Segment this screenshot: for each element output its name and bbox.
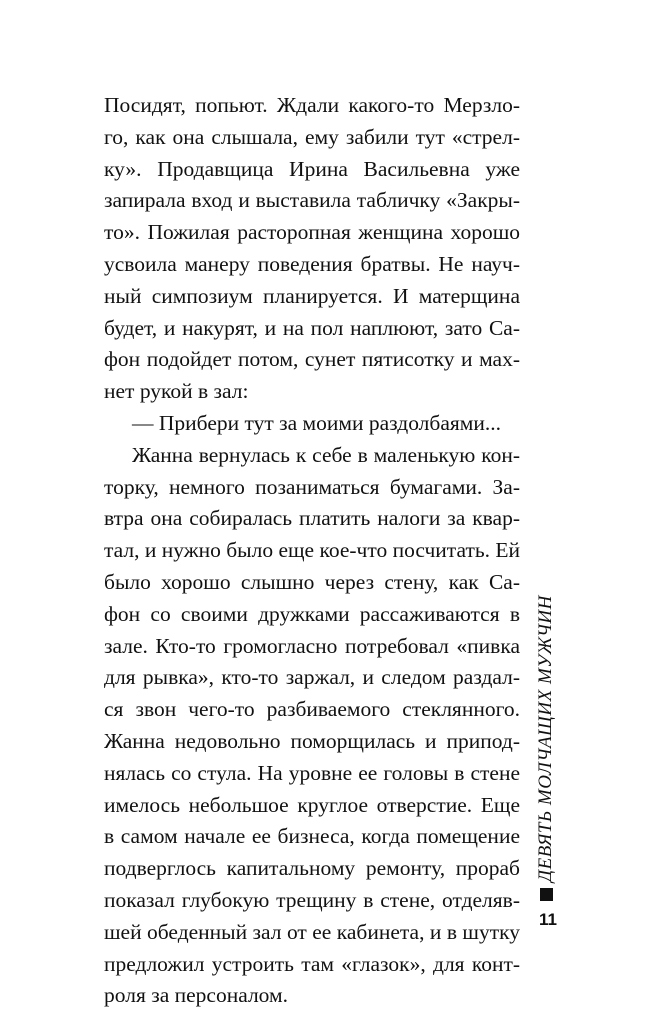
text-line: фон подойдет потом, сунет пятисотку и мах- (104, 347, 520, 372)
text-line: в самом начале ее бизнеса, когда помещение (104, 824, 520, 849)
text-line: втра она собиралась платить налоги за квар- (104, 506, 520, 531)
text-line: торку, немного позаниматься бумагами. За- (104, 474, 520, 499)
text-line: предложил устроить там «глазок», для конт- (104, 951, 520, 976)
text-line: го, как она слышала, ему забили тут «стрел- (104, 124, 520, 149)
text-line: показал глубокую трещину в стене, отделяв- (104, 887, 520, 912)
text-line: нялась со стула. На уровне ее головы в стене (104, 760, 520, 785)
text-line: Жанна вернулась к себе в маленькую кон- (132, 442, 520, 467)
text-line: фон со своими дружками рассаживаются в (104, 601, 520, 626)
text-line: шей обеденный зал от ее кабинета, и в шутку (104, 919, 520, 944)
square-marker-icon (540, 888, 553, 901)
text-line: запирала вход и выставила табличку «Закры- (104, 188, 520, 213)
text-line: было хорошо слышно через стену, как Са- (104, 569, 520, 594)
text-line: роля за персоналом. (104, 983, 288, 1008)
body-text (104, 90, 520, 1012)
running-head: ДЕВЯТЬ МОЛЧАЩИХ МУЖЧИН (535, 595, 556, 882)
page-number: 11 (539, 910, 557, 929)
text-line: ся звон чего-то разбиваемого стеклянного. (104, 697, 520, 722)
text-line: подверглось капитальному ремонту, прораб (104, 856, 520, 881)
text-line: тал, и нужно было еще кое-что посчитать. Ей (104, 538, 521, 563)
text-line: будет, и накурят, и на пол наплюют, зато Са- (104, 315, 520, 340)
text-line: ный симпозиум планируется. И матерщина (104, 283, 520, 308)
text-line: для рывка», кто-то заржал, и следом раздал- (104, 665, 520, 690)
text-line: то». Пожилая расторопная женщина хорошо (104, 220, 520, 245)
text-line: — Прибери тут за моими раздолбаями... (132, 410, 502, 435)
text-line: имелось небольшое круглое отверстие. Еще (104, 792, 520, 817)
text-line: Посидят, попьют. Ждали какого-то Мерзло- (104, 93, 520, 117)
text-line: нет рукой в зал: (104, 379, 249, 404)
text-line: ку». Продавщица Ирина Васильевна уже (104, 156, 520, 181)
text-line: усвоила манеру поведения братвы. Не науч- (104, 251, 520, 276)
text-line: зале. Кто-то громогласно потребовал «пивка (104, 633, 520, 658)
text-line: Жанна недовольно поморщилась и припод- (104, 728, 520, 753)
